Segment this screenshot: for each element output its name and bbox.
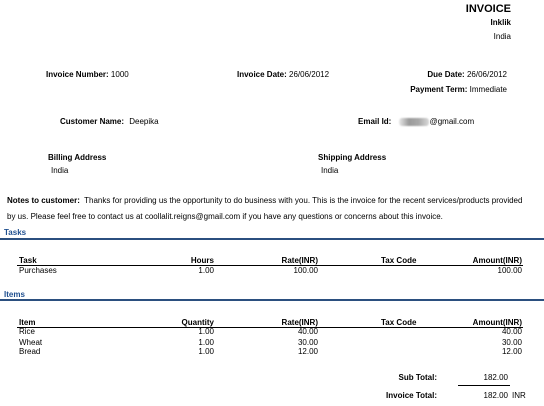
customer-name-value: Deepika <box>129 117 159 126</box>
table-row-cell-task: Purchases <box>19 266 57 275</box>
table-row-cell-rate: 12.00 <box>297 347 318 356</box>
table-row-cell-item: Bread <box>19 347 41 356</box>
subtotal-label: Sub Total: <box>398 373 437 382</box>
invoice-date <box>237 70 329 79</box>
tasks-header-rule <box>17 265 523 266</box>
items-header-rule <box>17 327 523 328</box>
items-divider <box>0 299 544 301</box>
table-row-cell-item: Rice <box>19 327 36 336</box>
table-row-cell-rate: 30.00 <box>297 338 318 347</box>
invoice-number-value: 1000 <box>110 70 129 79</box>
email-value: @gmail.com <box>429 117 475 126</box>
table-row-cell-amount: 40.00 <box>501 327 522 336</box>
payment-term-label: Payment Term: <box>410 85 468 94</box>
tasks-col-rate: Rate(INR) <box>281 256 318 265</box>
customer-name <box>60 117 159 126</box>
items-col-tax: Tax Code <box>381 318 417 327</box>
shipping-address-value: India <box>321 166 339 175</box>
customer-name-label: Customer Name: <box>60 117 125 126</box>
company-name: Inklik <box>490 18 511 27</box>
table-row-cell-amount: 12.00 <box>501 347 522 356</box>
invoice-number <box>46 70 129 79</box>
billing-address-label: Billing Address <box>48 153 107 162</box>
invoice-total-currency: INR <box>512 391 526 400</box>
table-row-cell-hours: 1.00 <box>198 266 214 275</box>
table-row-cell-rate: 100.00 <box>293 266 318 275</box>
notes-text-2: by us. Please feel free to contact us at coollalit.reigns@gmail.com if you have any questions or concerns about this invoice. <box>7 212 443 221</box>
invoice-date-value: 26/06/2012 <box>289 70 330 79</box>
notes-line-1 <box>7 196 522 205</box>
table-row-cell-quantity: 1.00 <box>198 327 214 336</box>
company-country: India <box>493 32 511 41</box>
items-col-quantity: Quantity <box>181 318 214 327</box>
subtotal-value: 182.00 <box>483 373 508 382</box>
shipping-address-label: Shipping Address <box>318 153 387 162</box>
subtotal-rule <box>458 385 510 386</box>
table-row-cell-amount: 100.00 <box>497 266 522 275</box>
notes-text-1: Thanks for providing us the opportunity to do business with you. This is the invoice for the recent services/products provided <box>84 196 523 205</box>
table-row-cell-amount: 30.00 <box>501 338 522 347</box>
invoice-date-label: Invoice Date: <box>237 70 287 79</box>
invoice-total-value: 182.00 <box>483 391 508 400</box>
tasks-col-task: Task <box>19 256 37 265</box>
due-date-label: Due Date: <box>427 70 465 79</box>
tasks-col-amount: Amount(INR) <box>472 256 522 265</box>
items-col-amount: Amount(INR) <box>472 318 522 327</box>
tasks-col-tax: Tax Code <box>381 256 417 265</box>
items-col-rate: Rate(INR) <box>281 318 318 327</box>
payment-term-value: Immediate <box>469 85 507 94</box>
due-date <box>427 70 507 79</box>
payment-term <box>410 85 507 94</box>
email-label: Email Id: <box>358 117 392 126</box>
invoice-title: INVOICE <box>465 3 511 15</box>
items-col-item: Item <box>19 318 36 327</box>
tasks-divider <box>0 238 544 240</box>
table-row-cell-quantity: 1.00 <box>198 338 214 347</box>
tasks-col-hours: Hours <box>190 256 214 265</box>
items-section-title: Items <box>4 290 25 299</box>
table-row-cell-item: Wheat <box>19 338 43 347</box>
table-row-cell-quantity: 1.00 <box>198 347 214 356</box>
email-blur-redaction <box>399 118 429 126</box>
billing-address-value: India <box>51 166 69 175</box>
tasks-section-title: Tasks <box>4 228 27 237</box>
due-date-value: 26/06/2012 <box>466 70 507 79</box>
table-row-cell-rate: 40.00 <box>297 327 318 336</box>
notes-label: Notes to customer: <box>7 196 80 205</box>
invoice-total-label: Invoice Total: <box>386 391 437 400</box>
invoice-number-label: Invoice Number: <box>46 70 109 79</box>
